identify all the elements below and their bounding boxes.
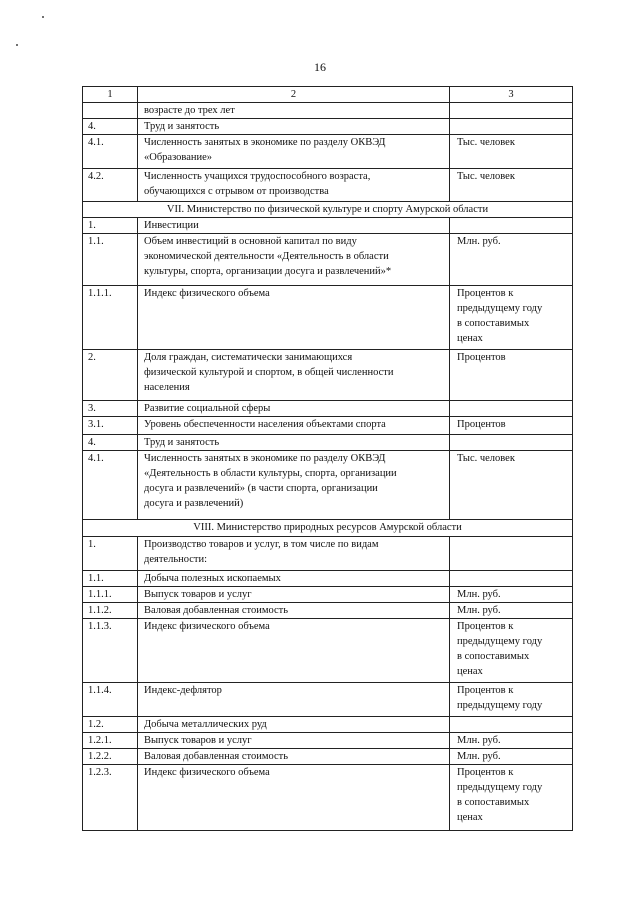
table-row: [83, 683, 573, 717]
unit-of-measure: Тыс. человек: [450, 135, 573, 169]
table-row: [83, 717, 573, 733]
indicator-name: Выпуск товаров и услуг: [138, 733, 450, 749]
row-number: 1.1.3.: [83, 619, 138, 683]
unit-of-measure: [450, 401, 573, 417]
row-number: 1.1.: [83, 234, 138, 286]
row-number: 2.: [83, 350, 138, 401]
table-row: [83, 119, 573, 135]
row-number: 4.: [83, 435, 138, 451]
indicator-name: Уровень обеспеченности населения объектами спорта: [138, 417, 450, 435]
unit-of-measure: Тыс. человек: [450, 169, 573, 202]
unit-of-measure: [450, 119, 573, 135]
unit-of-measure: Млн. руб.: [450, 749, 573, 765]
indicator-name: Индекс физического объема: [138, 765, 450, 831]
unit-of-measure: Млн. руб.: [450, 587, 573, 603]
indicator-name: Численность занятых в экономике по разделу ОКВЭД «Образование»: [138, 135, 450, 169]
row-number: 4.2.: [83, 169, 138, 202]
row-number: 1.2.3.: [83, 765, 138, 831]
indicator-name: Численность учащихся трудоспособного возраста, обучающихся с отрывом от производства: [138, 169, 450, 202]
row-number: 1.2.2.: [83, 749, 138, 765]
row-number: 1.1.: [83, 571, 138, 587]
indicator-name: Валовая добавленная стоимость: [138, 749, 450, 765]
section-heading: VIII. Министерство природных ресурсов Амурской области: [83, 520, 573, 537]
table-row: [83, 350, 573, 401]
row-number: 4.1.: [83, 135, 138, 169]
indicator-name: Численность занятых в экономике по разделу ОКВЭД «Деятельность в области культуры, спорта, организации досуга и развлечений» (в части спорта, организации досуга и развлечений): [138, 451, 450, 520]
unit-of-measure: Процентов к предыдущему году: [450, 683, 573, 717]
indicator-name: Труд и занятость: [138, 119, 450, 135]
indicator-name: Объем инвестиций в основной капитал по виду экономической деятельности «Деятельность в области культуры, спорта, организации досуга и развлечений»*: [138, 234, 450, 286]
unit-of-measure: Млн. руб.: [450, 603, 573, 619]
row-number: 1.1.2.: [83, 603, 138, 619]
row-number: 1.2.: [83, 717, 138, 733]
row-number: 1.1.1.: [83, 587, 138, 603]
unit-of-measure: Млн. руб.: [450, 733, 573, 749]
table-header-row: [83, 87, 573, 103]
unit-of-measure: Процентов: [450, 350, 573, 401]
unit-of-measure: [450, 571, 573, 587]
unit-of-measure: Млн. руб.: [450, 234, 573, 286]
scan-speck: [16, 44, 18, 46]
indicator-name: Доля граждан, систематически занимающихся физической культурой и спортом, в общей численности населения: [138, 350, 450, 401]
row-number: 1.: [83, 537, 138, 571]
indicator-name: Выпуск товаров и услуг: [138, 587, 450, 603]
indicator-name: Индекс физического объема: [138, 286, 450, 350]
table-row: [83, 286, 573, 350]
row-number: 3.1.: [83, 417, 138, 435]
row-number: 3.: [83, 401, 138, 417]
indicator-name: Добыча полезных ископаемых: [138, 571, 450, 587]
indicator-name: Добыча металлических руд: [138, 717, 450, 733]
page-number: 16: [314, 60, 326, 74]
table-row: [83, 135, 573, 169]
table-row: [83, 435, 573, 451]
table-row: [83, 619, 573, 683]
unit-of-measure: Тыс. человек: [450, 451, 573, 520]
unit-of-measure: Процентов: [450, 417, 573, 435]
table-row: [83, 451, 573, 520]
unit-of-measure: [450, 717, 573, 733]
indicator-name: Валовая добавленная стоимость: [138, 603, 450, 619]
row-number: 4.: [83, 119, 138, 135]
indicator-name: Труд и занятость: [138, 435, 450, 451]
row-number: 1.1.1.: [83, 286, 138, 350]
unit-of-measure: [450, 218, 573, 234]
indicator-name: Развитие социальной сферы: [138, 401, 450, 417]
indicator-name: Индекс-дефлятор: [138, 683, 450, 717]
unit-of-measure: [450, 103, 573, 119]
section-heading-row: [83, 202, 573, 218]
table-row: [83, 169, 573, 202]
section-heading: VII. Министерство по физической культуре и спорту Амурской области: [83, 202, 573, 218]
scan-speck: [42, 16, 44, 18]
header-col-1: 1: [83, 87, 138, 103]
table-row: [83, 401, 573, 417]
table-row: [83, 537, 573, 571]
indicator-name: Производство товаров и услуг, в том числе по видам деятельности:: [138, 537, 450, 571]
indicator-name: Инвестиции: [138, 218, 450, 234]
table-row: [83, 603, 573, 619]
table-row: [83, 733, 573, 749]
row-number: 1.1.4.: [83, 683, 138, 717]
table-row: [83, 587, 573, 603]
unit-of-measure: [450, 435, 573, 451]
row-number: 1.: [83, 218, 138, 234]
table-row: [83, 765, 573, 831]
table-row: [83, 218, 573, 234]
unit-of-measure: [450, 537, 573, 571]
table-body: [83, 103, 573, 831]
indicator-table: [82, 86, 573, 831]
row-number: [83, 103, 138, 119]
unit-of-measure: Процентов к предыдущему году в сопоставимых ценах: [450, 286, 573, 350]
table-row: [83, 749, 573, 765]
indicator-name: возрасте до трех лет: [138, 103, 450, 119]
table-row: [83, 571, 573, 587]
row-number: 4.1.: [83, 451, 138, 520]
table-row: [83, 234, 573, 286]
unit-of-measure: Процентов к предыдущему году в сопоставимых ценах: [450, 765, 573, 831]
section-heading-row: [83, 520, 573, 537]
table-row: [83, 103, 573, 119]
indicator-name: Индекс физического объема: [138, 619, 450, 683]
unit-of-measure: Процентов к предыдущему году в сопоставимых ценах: [450, 619, 573, 683]
table-row: [83, 417, 573, 435]
header-col-3: 3: [450, 87, 573, 103]
header-col-2: 2: [138, 87, 450, 103]
row-number: 1.2.1.: [83, 733, 138, 749]
